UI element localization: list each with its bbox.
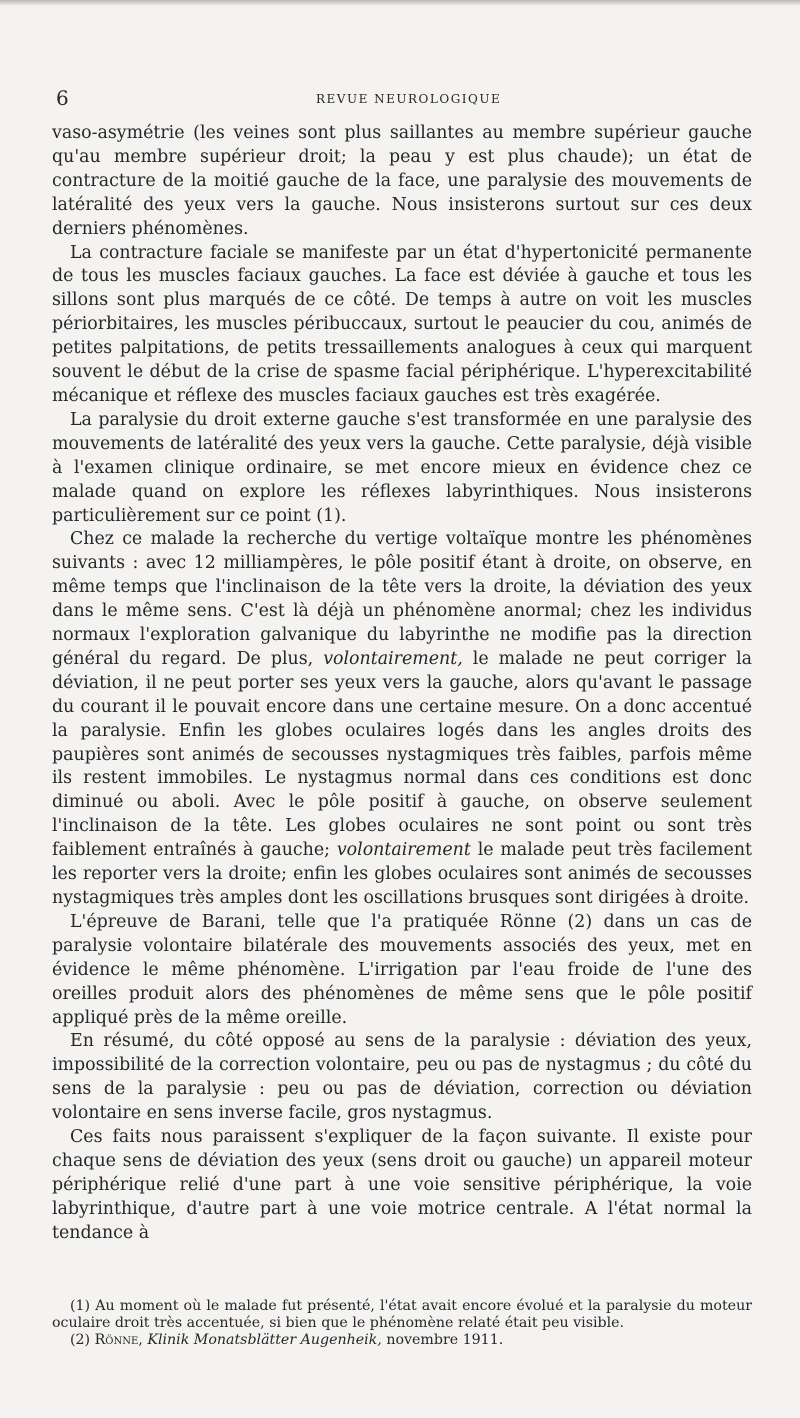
paragraph-5: L'épreuve de Barani, telle que l'a pratiquée Rönne (2) dans un cas de paralysie volontaire bilatérale des mouvements associés des yeux, met en évidence le même phénomène. L'irrigation par l'eau froide de l'une des oreilles produit alors des phénomènes de même sens que le pôle positif appliqué près de la même oreille. bbox=[52, 911, 752, 1028]
paragraph-4-part-3: le malade peut très facilement les reporter vers la droite; enfin les globes oculaires sont animés de secousses nystagmiques très amples dont les oscillations brusques sont dirigées à droite. bbox=[52, 840, 753, 908]
article-body bbox=[52, 122, 752, 1246]
paragraph-4-emphasis-2: volontairement bbox=[336, 840, 471, 861]
paragraph-7: Ces faits nous paraissent s'expliquer de la façon suivante. Il existe pour chaque sens de déviation des yeux (sens droit ou gauche) un appareil moteur périphérique relié d'une part à une voie sensitive périphérique, la voie labyrinthique, d'autre part à une voie motrice centrale. A l'état normal la tendance à bbox=[52, 1127, 752, 1243]
footnote-2 bbox=[52, 1332, 752, 1349]
footnotes bbox=[52, 1298, 752, 1349]
footnote-1: (1) Au moment où le malade fut présenté, l'état avait encore évolué et la paralysie du moteur oculaire droit très accentuée, si bien que le phénomène relaté était peu visible. bbox=[52, 1298, 752, 1331]
paragraph-3: La paralysie du droit externe gauche s'est transformée en une paralysie des mouvements de latéralité des yeux vers la gauche. Cette paralysie, déjà visible à l'examen clinique ordinaire, se met encore mieux en évidence chez ce malade quand on explore les réflexes labyrinthiques. Nous insisterons particulièrement sur ce point (1). bbox=[52, 409, 752, 526]
paragraph-4 bbox=[52, 528, 752, 911]
paragraph-2: La contracture faciale se manifeste par un état d'hypertonicité permanente de tous les muscles faciaux gauches. La face est déviée à gauche et tous les sillons sont plus marqués de ce côté. De temps à autre on voit les muscles périorbitaires, les muscles péribuccaux, surtout le peaucier du cou, animés de petites palpitations, de petits tressaillements analogues à ceux qui marquent souvent le début de la crise de spasme facial périphérique. L'hyperexcitabilité mécanique et réflexe des muscles faciaux gauches est très exagérée. bbox=[52, 242, 752, 406]
scan-edge-shadow bbox=[0, 0, 800, 6]
footnote-2-date: novembre 1911. bbox=[386, 1332, 504, 1348]
paragraph-4-part-2: le malade ne peut corriger la déviation, il ne peut porter ses yeux vers la gauche, alors qu'avant le passage du courant il le pouvait encore dans une certaine mesure. On a donc accentué la paralysie. Enfin les globes oculaires logés dans les angles droits des paupières sont animés de secousses nystagmiques très faibles, parfois même ils restent immobiles. Le nystagmus normal dans ces conditions est donc diminué ou aboli. Avec le pôle positif à gauche, on observe seulement l'inclinaison de la tête. Les globes oculaires ne sont point ou sont très faiblement entraînés à gauche; bbox=[52, 648, 753, 861]
paragraph-4-emphasis-1: volontairement, bbox=[323, 648, 463, 669]
paragraph-4-part-1: Chez ce malade la recherche du vertige voltaïque montre les phénomènes suivants : avec 12 milliampères, le pôle positif étant à droite, on observe, en même temps que l'inclinaison de la tête vers la droite, la déviation des yeux dans le même sens. C'est là déjà un phénomène anormal; chez les individus normaux l'exploration galvanique du labyrinthe ne modifie pas la direction général du regard. De plus, bbox=[52, 529, 752, 669]
paragraph-6: En résumé, du côté opposé au sens de la paralysie : déviation des yeux, impossibilité de la correction volontaire, peu ou pas de nystagmus ; du côté du sens de la paralysie : peu ou pas de déviation, correction ou déviation volontaire en sens inverse facile, gros nystagmus. bbox=[52, 1031, 752, 1124]
footnote-2-number: (2) bbox=[70, 1332, 91, 1348]
page-number: 6 bbox=[56, 86, 69, 110]
running-title: REVUE NEUROLOGIQUE bbox=[316, 92, 502, 106]
footnote-2-title: Klinik Monatsblätter Augenheik, bbox=[147, 1332, 382, 1348]
paragraph-1: vaso-asymétrie (les veines sont plus saillantes au membre supérieur gauche qu'au membre supérieur droit; la peau y est plus chaude); un état de contracture de la moitié gauche de la face, une paralysie des mouvements de latéralité des yeux vers la gauche. Nous insisterons surtout sur ces deux derniers phénomènes. bbox=[52, 123, 752, 239]
footnote-2-author: Rönne, bbox=[94, 1332, 143, 1348]
